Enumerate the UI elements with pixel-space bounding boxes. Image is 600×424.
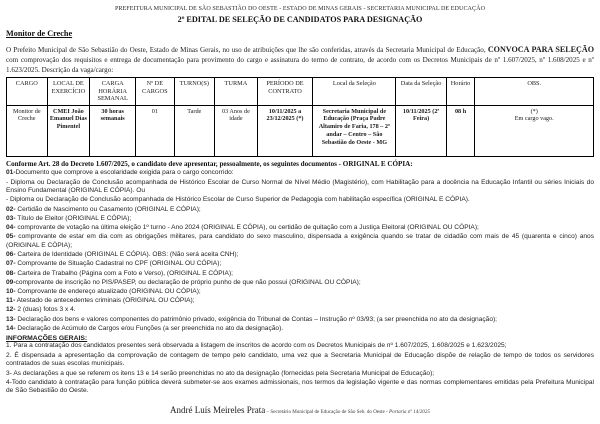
- item-number: 04-: [6, 224, 16, 232]
- requisito-item: [6, 169, 594, 178]
- requisito-item: [6, 279, 594, 288]
- signatory-role: – Secretário Municipal de Educação de São Seb. do Oeste -: [265, 409, 390, 416]
- item-number: 02-: [6, 205, 16, 213]
- col-cargo: CARGO: [7, 77, 48, 105]
- requisito-item: [6, 179, 594, 196]
- cargo-title: Monitor de Creche: [6, 29, 73, 39]
- col-local-selecao: Local da Seleção: [313, 77, 396, 105]
- obs-text: Em cargo vago.: [514, 115, 554, 123]
- requisito-item: [6, 233, 594, 250]
- item-number: 10-: [6, 287, 16, 295]
- obs-asterisk: (*): [530, 107, 538, 115]
- cell-obs: [475, 105, 594, 156]
- item-text: Declaração de Acúmulo de Cargos e/ou Funções (a ser preenchida no ato da designação).: [15, 324, 284, 332]
- col-obs: OBS.: [475, 77, 594, 105]
- requisito-item: [6, 316, 594, 325]
- informacao-item: 4-Todo candidato à contratação para função pública deverá submeter-se aos exames admissionais, nos termos da legislação vigente e das normas complementares emitidas pela Prefeitura Municipal de São Sebastião do Oeste.: [6, 378, 594, 395]
- intro-part-2: com comprovação dos requisitos e entrega de documentação para provimento do cargo e assinatura do termo de contrato, de acordo com os Decretos Municipais de nº 1.607/2025, nº 1.608/2025 e nº 1.623/2025. Descrição da vaga/cargo:: [6, 56, 594, 74]
- convoca-emphasis: CONVOCA PARA SELEÇÃO: [487, 45, 594, 55]
- requisitos-heading: Conforme Art. 28 do Decreto 1.607/2025, o candidato deve apresentar, pessoalmente, os seguintes documentos - ORIGINAL E CÓPIA:: [6, 159, 413, 168]
- item-text: Documento que comprove a escolaridade exigida para o cargo concorrido:: [15, 169, 234, 177]
- item-text: Declaração dos bens e valores componentes do patrimônio privado, exigência do Tribunal de Contas – Instrução nº 03/93; (a ser preenchida no ato da designação);: [15, 315, 498, 323]
- informacao-item: 1. Para a contratação dos candidatos presentes será observada a listagem de inscritos de acordo com os Decretos Municipais de nº 1.607/2025, 1.608/2025 e 1.623/2025;: [6, 342, 507, 350]
- item-text: Título de Eleitor (ORIGINAL E CÓPIA);: [15, 214, 132, 222]
- col-n-cargos: Nº DE CARGOS: [136, 77, 174, 105]
- col-horario: Horário: [446, 77, 475, 105]
- item-number: 01-: [6, 169, 16, 177]
- cell-n-cargos: 01: [136, 105, 174, 156]
- item-number: 14-: [6, 324, 16, 332]
- requisito-item: [6, 325, 594, 334]
- cell-horario: 08 h: [446, 105, 475, 156]
- informacoes-gerais-heading: INFORMAÇÕES GERAIS:: [6, 334, 88, 342]
- cell-cargo: Monitor de Creche: [7, 105, 48, 156]
- table-row: [7, 105, 594, 156]
- cell-local-exercicio: CMEI João Emanuel Dias Pimentel: [47, 105, 90, 156]
- item-text: Certidão de Nascimento ou Casamento (ORIGINAL E CÓPIA);: [15, 205, 201, 213]
- intro-part-1: O Prefeito Municipal de São Sebastião do Oeste, Estado de Minas Gerais, no uso de atribuições que lhe são conferidas, através da Secretaria Municipal de Educação,: [6, 46, 488, 55]
- requisito-item: [6, 306, 594, 315]
- requisito-item: [6, 224, 594, 233]
- item-text: Carteira de Identidade (ORIGINAL E CÓPIA). OBS: (Não será aceita CNH);: [15, 251, 239, 259]
- page-title: 2º EDITAL DE SELEÇÃO DE CANDIDATOS PARA DESIGNAÇÃO: [177, 14, 423, 24]
- requisito-item: [6, 251, 594, 260]
- cell-data-selecao: 10/11/2025 (2ª Feira): [396, 105, 446, 156]
- requisito-item: [6, 288, 594, 297]
- requisito-item: [6, 270, 594, 279]
- item-text: comprovante de votação na última eleição 1º turno - Ano 2024 (ORIGINAL E CÓPIA), ou certidão de quitação com a Justiça Eleitoral (ORIGINAL OU CÓPIA);: [15, 224, 479, 232]
- informacao-item: 2. É dispensada a apresentação da comprovação de contagem de tempo pelo candidato, uma vez que a Secretaria Municipal de Educação dispõe de relação de tempo de todos os servidores contratados de suas escolas municipais.: [6, 351, 594, 368]
- item-number: 12-: [6, 306, 16, 314]
- col-carga-horaria: CARGA HORÁRIA SEMANAL: [90, 77, 136, 105]
- cell-turnos: Tarde: [174, 105, 215, 156]
- col-turnos: TURNO(S): [174, 77, 215, 105]
- cell-local-selecao: Secretaria Municipal de Educação (Praça Padre Altamiro de Faria, 178 – 2º andar – Centro – São Sebastião do Oeste - MG: [313, 105, 396, 156]
- item-text: 2 (duas) fotos 3 x 4.: [15, 306, 76, 314]
- item-number: 05-: [6, 233, 16, 241]
- item-text: comprovante de inscrição no PIS/PASEP, ou declaração de próprio punho de que não possui (ORIGINAL OU CÓPIA);: [15, 278, 361, 286]
- document-header-line: PREFEITURA MUNICIPAL DE SÃO SEBASTIÃO DO OESTE - ESTADO DE MINAS GERAIS - SECRETARIA MUNICIPAL DE EDUCAÇÃO: [114, 6, 486, 12]
- item-text: - Diploma ou Declaração de Conclusão acompanhada de Histórico Escolar de Curso Superior de Pedagogia com habilitação específica (ORIGINAL E CÓPIA).: [6, 196, 470, 204]
- signatory-portaria: Portaria nº 14/2025: [389, 409, 430, 416]
- item-number: 08-: [6, 269, 16, 277]
- item-text: Carteira de Trabalho (Página com a Foto e Verso), (ORIGINAL E CÓPIA);: [15, 269, 233, 277]
- requisito-item: [6, 297, 594, 306]
- cell-periodo-contrato: 10/11/2025 a 23/12/2025 (*): [257, 105, 312, 156]
- item-text: Atestado de antecedentes criminais (ORIGINAL OU CÓPIA);: [15, 297, 195, 305]
- item-number: 07-: [6, 260, 16, 268]
- requisito-item: [6, 215, 594, 224]
- informacao-item: 3- As declarações a que se referem os itens 13 e 14 serão preenchidas no ato da designação (fornecidas pela Secretaria Municipal de Educação);: [6, 369, 435, 377]
- intro-paragraph: [6, 45, 594, 75]
- cell-carga-horaria: 30 horas semanais: [90, 105, 136, 156]
- item-number: 03-: [6, 214, 16, 222]
- item-text: Comprovante de Situação Cadastral no CPF (ORIGINAL OU CÓPIA);: [15, 260, 222, 268]
- vacancy-table: [6, 77, 594, 157]
- item-text: comprovante de estar em dia com as obrigações militares, para candidato do sexo masculino, dispensada a exigência quando se tratar de cidadão com mais de 45 (quarenta e cinco) anos (ORIGINAL E CÓPIA);: [6, 233, 594, 249]
- requisito-item: [6, 206, 594, 215]
- item-number: 06-: [6, 251, 16, 259]
- item-number: 11-: [6, 297, 16, 305]
- item-text: Comprovante de endereço atualizado (ORIGINAL OU CÓPIA);: [15, 287, 201, 295]
- cell-turma: 03 Anos de idade: [215, 105, 258, 156]
- item-text: - Diploma ou Declaração de Conclusão acompanhada de Histórico Escolar de Curso Normal de Nível Médio (Magistério), com Habilitação para a docência na Educação Infantil ou séries Iniciais do Ensino Fundamental (ORIGINAL E CÓPIA). Ou: [6, 178, 594, 195]
- item-number: 09-: [6, 278, 16, 286]
- col-local-exercicio: LOCAL DE EXERCÍCIO: [47, 77, 90, 105]
- col-turma: TURMA: [215, 77, 258, 105]
- col-data-selecao: Data da Seleção: [396, 77, 446, 105]
- item-number: 13-: [6, 315, 16, 323]
- col-periodo-contrato: PERÍODO DE CONTRATO: [257, 77, 312, 105]
- signature-block: [6, 399, 594, 418]
- requisito-item: [6, 196, 594, 205]
- table-header-row: [7, 77, 594, 105]
- signatory-name: André Luís Meireles Prata: [170, 405, 266, 416]
- requisito-item: [6, 260, 594, 269]
